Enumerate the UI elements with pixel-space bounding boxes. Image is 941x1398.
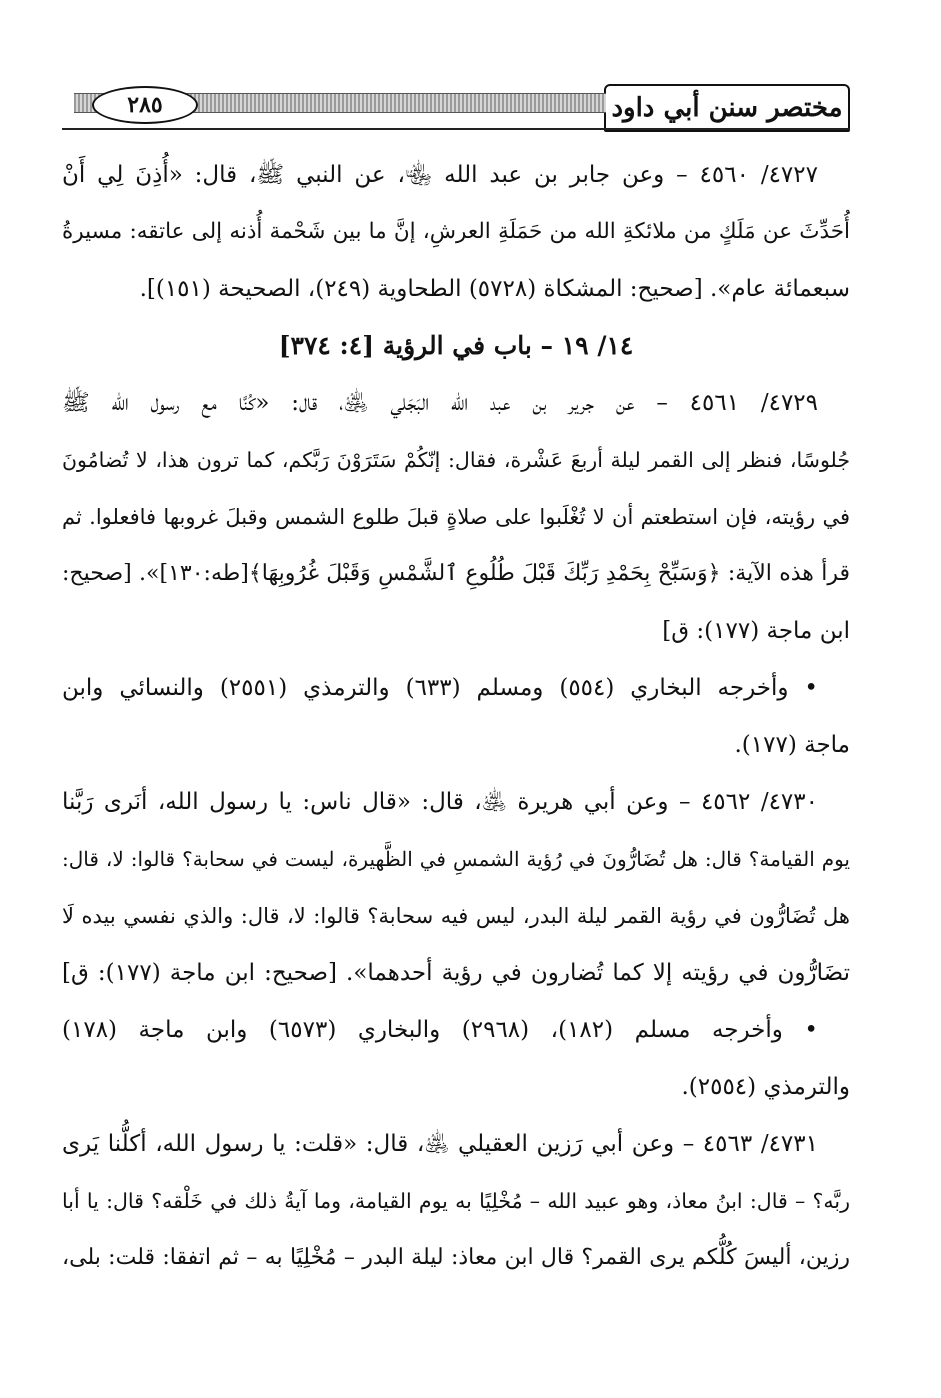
hadith-4561-line: جُلوسًا، فنظر إلى القمر ليلة أربعَ عَشْرة، فقال: إنّكُمْ سَتَرَوْنَ رَبَّكم، كما ترون هذا، لا تُضامُونَ [62,447,850,472]
chapter-heading: ١٤/ ١٩ – باب في الرؤية [٤: ٣٧٤] [278,330,634,360]
page-body [62,146,850,1286]
page-header [62,78,850,134]
book-page [62,78,850,1286]
hadith-4562-line: يوم القيامة؟ قال: هل تُضَارُّونَ في رُؤية الشمسِ في الظَّهيرة، ليست في سحابة؟ قالوا: لا، قال: [62,846,850,871]
hadith-4561-line: ٤٧٢٩/ ٤٥٦١ – عن جرير بن عبد الله البَجَلي ﵁، قال: «كُنَّا مع رسول الله ﷺ [62,389,819,416]
page-number: ٢٨٥ [127,92,163,118]
hadith-4562-line: ٤٧٣٠/ ٤٥٦٢ – وعن أبي هريرة ﵁، قال: «قال ناس: يا رسول الله، أنَرى رَبَّنا [62,788,818,815]
takhrij-note-line: ماجة (١٧٧). [734,731,850,758]
hadith-4563-line: رزين، أليسَ كُلُّكم يرى القمر؟ قال ابن معاذ: ليلة البدر – مُخْلِيًا به – ثم اتفقا: قلت: بلى، [62,1244,850,1270]
hadith-4560-line: أُحَدِّثَ عن مَلَكٍ من ملائكةِ الله من حَمَلَةِ العرشِ، إنَّ ما بين شَحْمة أُذنه إلى عاتقه: مسيرةُ [62,218,850,244]
hadith-4561-line: قرأ هذه الآية: ﴿وَسَبِّحْ بِحَمْدِ رَبِّكَ قَبْلَ طُلُوعِ ٱلشَّمْسِ وَقَبْلَ غُرُوبِهَا﴾[طه:١٣٠]». [صحيح: [62,560,850,586]
takhrij-note-line: • وأخرجه البخاري (٥٥٤) ومسلم (٦٣٣) والترمذي (٢٥٥١) والنسائي وابن [62,674,818,701]
hadith-4560-line: سبعمائة عام». [صحيح: المشكاة (٥٧٢٨) الطحاوية (٢٤٩)، الصحيحة (١٥١)]. [139,275,850,302]
page-number-oval [92,86,198,124]
hadith-4562-line: تضَارُّون في رؤيته إلا كما تُضارون في رؤية أحدهما». [صحيح: ابن ماجة (١٧٧): ق] [62,959,850,986]
hadith-4563-line: ٤٧٣١/ ٤٥٦٣ – وعن أبي رَزين العقيلي ﵁، قال: «قلت: يا رسول الله، أكلُّنا يَرى [62,1130,818,1157]
hadith-4562-line: هل تُضَارُّون في رؤية القمر ليلة البدر، ليس فيه سحابة؟ قالوا: لا، قال: والذي نفسي بيده لَا [62,903,850,928]
header-rule [62,128,850,130]
book-title-box [604,84,850,132]
takhrij-note-line: والترمذي (٢٥٥٤). [681,1073,850,1100]
hadith-4561-line: ابن ماجة (١٧٧): ق] [662,617,850,644]
takhrij-note-line: • وأخرجه مسلم (١٨٢)، (٢٩٦٨) والبخاري (٦٥٧٣) وابن ماجة (١٧٨) [62,1016,818,1043]
hadith-4560-line: ٤٧٢٧/ ٤٥٦٠ – وعن جابر بن عبد الله ﵄، عن النبي ﷺ، قال: «أُذِنَ لِي أَنْ [62,161,818,188]
hadith-4561-line: في رؤيته، فإن استطعتم أن لا تُغْلَبوا على صلاةٍ قبلَ طلوع الشمس وقبلَ غروبها فافعلوا. ثم [62,504,850,529]
hadith-4563-line: ربَّه؟ – قال: ابنُ معاذ، وهو عبيد الله – مُخْلِيًا به يوم القيامة، وما آيةُ ذلك في خَلْقه؟ قال: يا أبا [62,1188,850,1213]
book-title: مختصر سنن أبي داود [611,93,843,123]
